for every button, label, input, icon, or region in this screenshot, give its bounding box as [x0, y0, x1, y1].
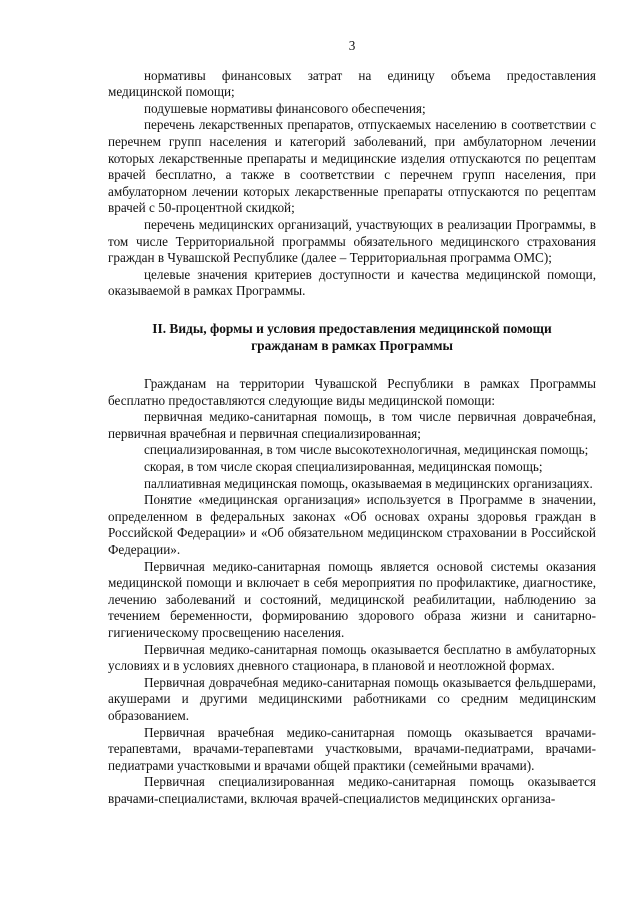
paragraph-primary-care-basis: Первичная медико-санитарная помощь является основой системы оказания медицинской помощи и включает в себя мероприятия по профилактике, диагностике, лечению заболеваний и состояний, медицинской реабилитации, наблюдению за течением беременности, формированию здорового образа жизни и санитарно-гигиеническому просвещению населения.	[108, 558, 596, 640]
document-page	[108, 38, 596, 808]
page-number: 3	[348, 38, 356, 53]
paragraph-specialized-care: специализированная, в том числе высокотехнологичная, медицинская помощь;	[144, 442, 589, 458]
section-heading-line2: гражданам в рамках Программы	[251, 337, 453, 353]
paragraph-medical-organizations-list: перечень медицинских организаций, участвующих в реализации Программы, в том числе Территориальной программы обязательного медицинского страхования граждан в Чувашской Республике (далее – Территориальная программа ОМС);	[108, 216, 596, 266]
paragraph-specialist-care: Первичная специализированная медико-санитарная помощь оказывается врачами-специалистами, включая врачей-специалистов медицинских организа-	[108, 774, 596, 806]
paragraph-per-capita-norms: подушевые нормативы финансового обеспечения;	[144, 100, 426, 116]
section-heading	[108, 321, 596, 354]
paragraph-primary-care-conditions: Первичная медико-санитарная помощь оказывается бесплатно в амбулаторных условиях и в условиях дневного стационара, в плановой и неотложной формах.	[108, 641, 596, 674]
paragraph-primary-care: первичная медико-санитарная помощь, в том числе первичная доврачебная, первичная врачебная и первичная специализированная;	[108, 409, 596, 441]
paragraph-pre-doctor-care: Первичная доврачебная медико-санитарная помощь оказывается фельдшерами, акушерами и другими медицинскими работниками со средним медицинским образованием.	[108, 674, 596, 723]
paragraph-drug-list: перечень лекарственных препаратов, отпускаемых населению в соответствии с перечнем групп населения и категорий заболеваний, при амбулаторном лечении которых лекарственные препараты и медицинские изделия отпускаются по рецептам врачей бесплатно, а также в соответствии с перечнем групп населения, при амбулаторном лечении которых лекарственные препараты отпускаются по рецептам врачей с 50-процентной скидкой;	[108, 117, 596, 216]
section-heading-line1: II. Виды, формы и условия предоставления медицинской помощи	[152, 320, 552, 336]
paragraph-target-criteria: целевые значения критериев доступности и качества медицинской помощи, оказываемой в рамках Программы.	[108, 266, 596, 299]
paragraph-care-types-intro: Гражданам на территории Чувашской Республики в рамках Программы бесплатно предоставляются следующие виды медицинской помощи:	[108, 376, 596, 408]
paragraph-medical-organization-definition: Понятие «медицинская организация» используется в Программе в значении, определенном в федеральных законах «Об основах охраны здоровья граждан в Российской Федерации» и «Об обязательном медицинском страховании в Российской Федерации».	[108, 492, 596, 558]
paragraph-palliative-care: паллиативная медицинская помощь, оказываемая в медицинских организациях.	[144, 475, 593, 491]
paragraph-doctor-care: Первичная врачебная медико-санитарная помощь оказывается врачами-терапевтами, врачами-терапевтами участковыми, врачами-педиатрами, врачами-педиатрами участковыми и врачами общей практики (семейными врачами).	[108, 724, 596, 773]
paragraph-financial-norms: нормативы финансовых затрат на единицу объема предоставления медицинской помощи;	[108, 67, 596, 100]
paragraph-emergency-care: скорая, в том числе скорая специализированная, медицинская помощь;	[144, 459, 543, 475]
